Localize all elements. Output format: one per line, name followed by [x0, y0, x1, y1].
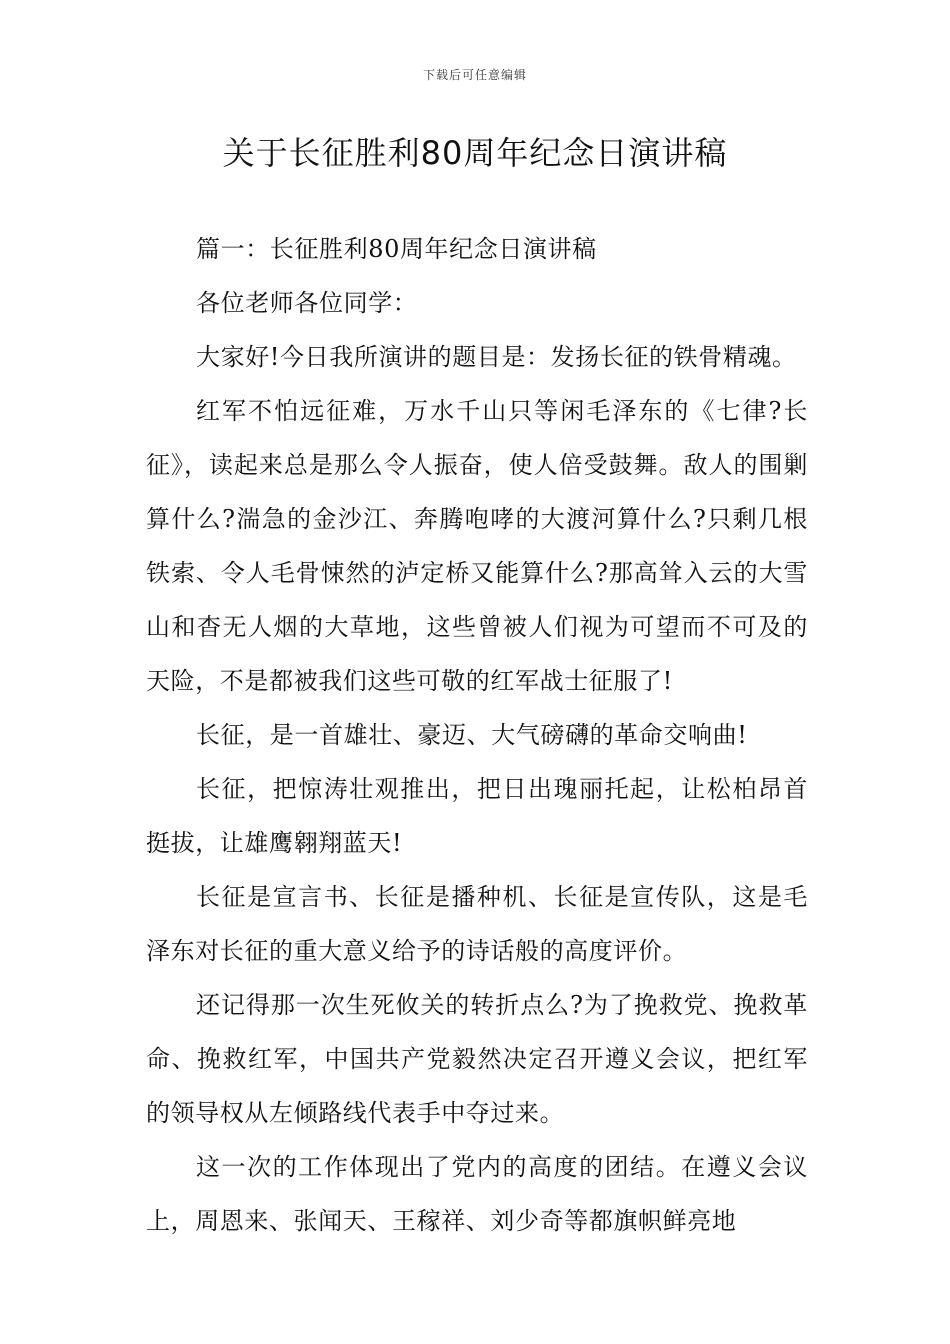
- paragraph: 红军不怕远征难，万水千山只等闲毛泽东的《七律?长征》，读起来总是那么令人振奋，使人倍受鼓舞。敌人的围剿算什么?湍急的金沙江、奔腾咆哮的大渡河算什么?只剩几根铁索、令人毛骨悚然的泸定桥又能算什么?那高耸入云的大雪山和杳无人烟的大草地，这些曾被人们视为可望而不可及的天险，不是都被我们这些可敬的红军战士征服了!: [146, 397, 808, 695]
- paragraph-section-heading: 篇一：长征胜利80周年纪念日演讲稿: [196, 235, 597, 263]
- header-note: 下载后可任意编辑: [422, 68, 527, 82]
- paragraph: 长征是宣言书、长征是播种机、长征是宣传队，这是毛泽东对长征的重大意义给予的诗话般的高度评价。: [146, 883, 808, 965]
- paragraph: 大家好!今日我所演讲的题目是：发扬长征的铁骨精魂。: [196, 343, 797, 371]
- paragraph: 这一次的工作体现出了党内的高度的团结。在遵义会议上，周恩来、张闻天、王稼祥、刘少奇等都旗帜鲜亮地: [146, 1153, 808, 1235]
- paragraph-greeting: 各位老师各位同学：: [196, 289, 418, 317]
- document-body: [146, 222, 808, 1248]
- paragraph: 长征，把惊涛壮观推出，把日出瑰丽托起，让松柏昂首挺拔，让雄鹰翱翔蓝天!: [146, 775, 808, 857]
- paragraph: 长征，是一首雄壮、豪迈、大气磅礴的革命交响曲!: [196, 721, 748, 749]
- document-title: 关于长征胜利80周年纪念日演讲稿: [222, 134, 728, 172]
- paragraph: 还记得那一次生死攸关的转折点么?为了挽救党、挽救革命、挽救红军，中国共产党毅然决定召开遵义会议，把红军的领导权从左倾路线代表手中夺过来。: [146, 991, 808, 1127]
